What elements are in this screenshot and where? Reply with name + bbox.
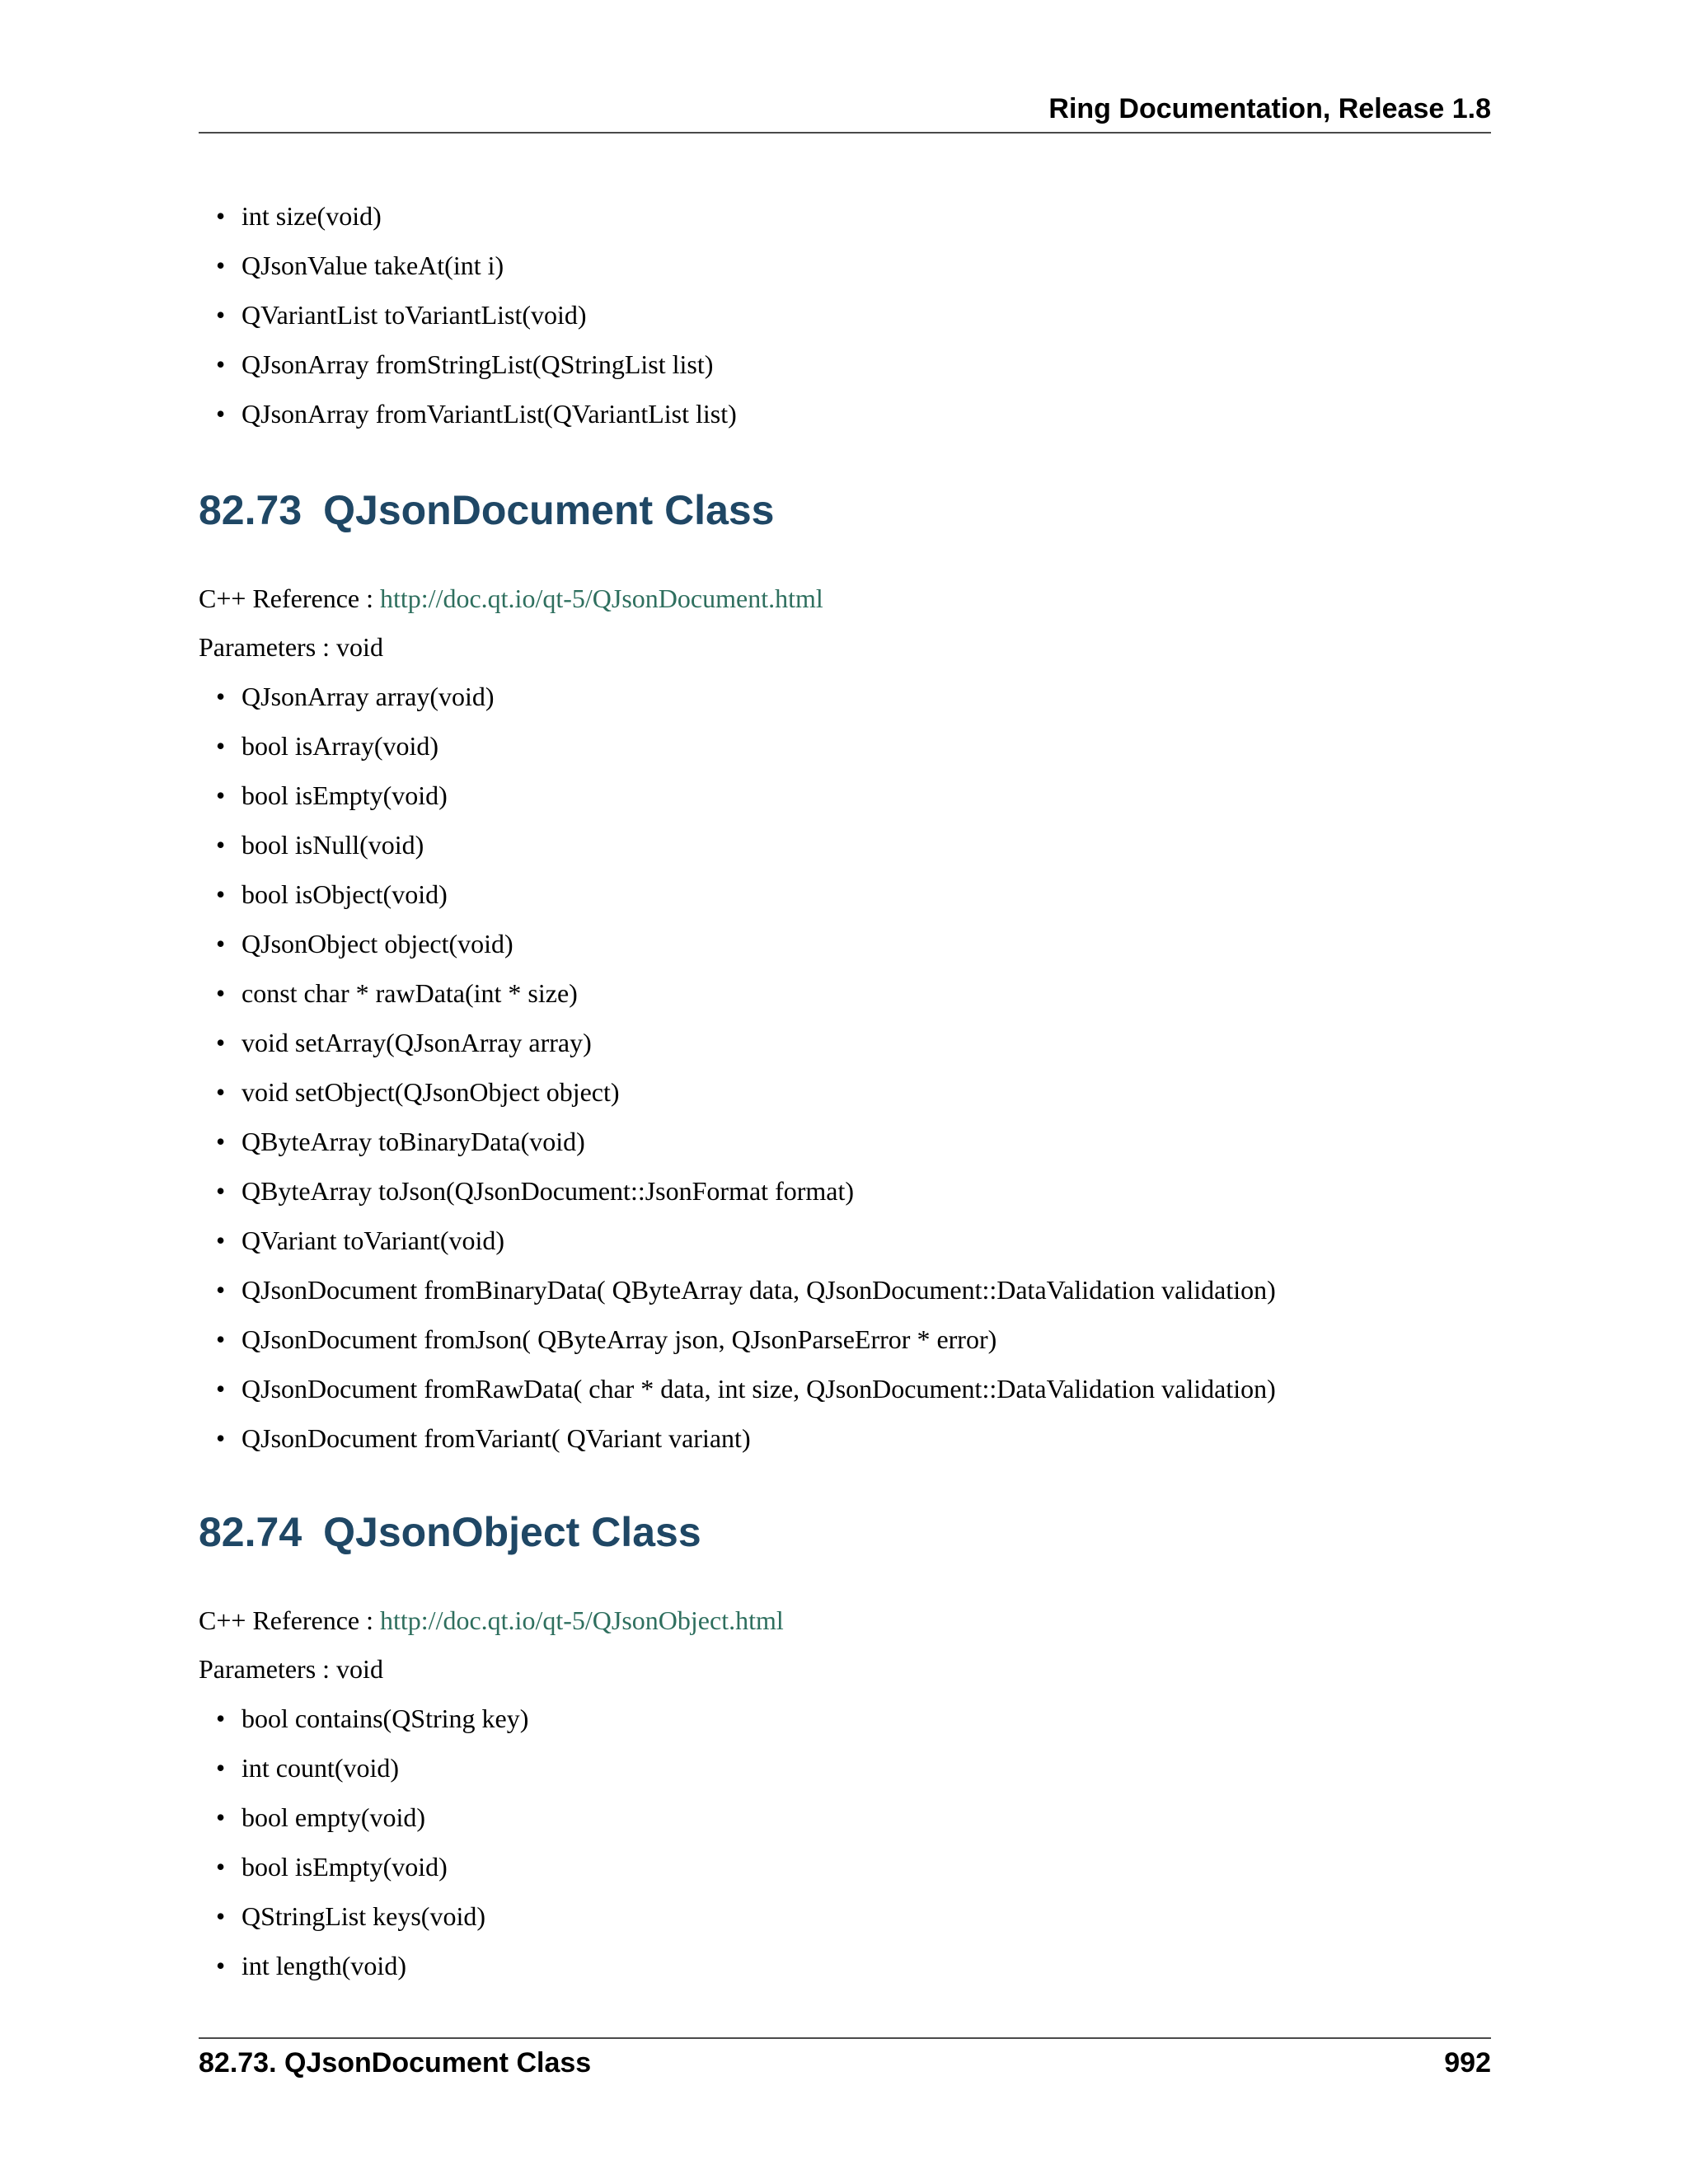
method-signature: QVariant toVariant(void) — [241, 1226, 505, 1255]
method-signature: bool isArray(void) — [241, 731, 439, 761]
section-title: QJsonObject Class — [323, 1509, 701, 1555]
section-heading-qjsondocument — [199, 486, 775, 534]
page-footer — [199, 2037, 1491, 2088]
method-list-qjsonobject — [216, 1694, 529, 1990]
method-item — [216, 1743, 528, 1793]
method-signature: QJsonValue takeAt(int i) — [241, 251, 504, 280]
cpp-reference-line — [199, 582, 823, 615]
method-signature: QVariantList toVariantList(void) — [241, 300, 587, 330]
method-item — [216, 672, 1276, 721]
method-signature: QJsonDocument fromVariant( QVariant variant) — [241, 1423, 751, 1453]
method-item — [216, 1364, 1276, 1413]
reference-label: C++ Reference : — [199, 583, 380, 613]
parameters-line: Parameters : void — [199, 632, 383, 662]
method-signature: bool contains(QString key) — [241, 1704, 529, 1733]
section-title: QJsonDocument Class — [323, 487, 775, 533]
method-item — [216, 1793, 528, 1842]
section-number: 82.73 — [199, 487, 302, 533]
method-item — [216, 1216, 1276, 1265]
page-number: 992 — [1444, 2047, 1491, 2079]
section-heading-qjsonobject — [199, 1508, 701, 1556]
method-signature: void setObject(QJsonObject object) — [241, 1077, 620, 1107]
bullet-icon: • — [216, 1324, 226, 1354]
method-item — [216, 1117, 1276, 1166]
method-signature: bool empty(void) — [241, 1802, 426, 1832]
method-signature: QJsonDocument fromJson( QByteArray json, QJsonParseError * error) — [241, 1324, 997, 1354]
method-item — [216, 340, 737, 389]
bullet-icon: • — [216, 731, 226, 761]
bullet-icon: • — [216, 300, 226, 330]
method-item — [216, 1166, 1276, 1216]
bullet-icon: • — [216, 349, 226, 379]
method-item — [216, 820, 1276, 869]
bullet-icon: • — [216, 399, 226, 429]
method-signature: const char * rawData(int * size) — [241, 978, 578, 1008]
bullet-icon: • — [216, 1176, 226, 1206]
bullet-icon: • — [216, 1704, 226, 1733]
bullet-icon: • — [216, 201, 226, 231]
method-item — [216, 389, 737, 438]
method-item — [216, 1694, 529, 1743]
method-list-continued — [216, 191, 737, 438]
bullet-icon: • — [216, 1028, 226, 1057]
method-item — [216, 1067, 1276, 1117]
method-item — [216, 771, 1276, 820]
bullet-icon: • — [216, 682, 226, 711]
bullet-icon: • — [216, 1226, 226, 1255]
bullet-icon: • — [216, 780, 226, 810]
bullet-icon: • — [216, 1275, 226, 1305]
bullet-icon: • — [216, 1802, 226, 1832]
method-item — [216, 1315, 1276, 1364]
footer-section-title: 82.73. QJsonDocument Class — [199, 2047, 592, 2079]
page-header — [199, 89, 1491, 134]
method-signature: QJsonArray fromVariantList(QVariantList list) — [241, 399, 737, 429]
method-item — [216, 869, 1276, 919]
method-signature: void setArray(QJsonArray array) — [241, 1028, 592, 1057]
bullet-icon: • — [216, 1901, 226, 1931]
bullet-icon: • — [216, 879, 226, 909]
bullet-icon: • — [216, 1127, 226, 1156]
method-item — [216, 241, 737, 290]
method-signature: QJsonDocument fromBinaryData( QByteArray data, QJsonDocument::DataValidation validation) — [241, 1275, 1276, 1305]
method-signature: QStringList keys(void) — [241, 1901, 485, 1931]
reference-link[interactable]: http://doc.qt.io/qt-5/QJsonDocument.html — [380, 583, 823, 613]
method-signature: QJsonArray fromStringList(QStringList list) — [241, 349, 714, 379]
method-signature: QByteArray toJson(QJsonDocument::JsonFormat format) — [241, 1176, 855, 1206]
bullet-icon: • — [216, 830, 226, 860]
method-item — [216, 1265, 1276, 1315]
method-signature: int length(void) — [241, 1951, 406, 1980]
cpp-reference-line — [199, 1604, 784, 1637]
method-item — [216, 1413, 1276, 1463]
method-signature: QJsonDocument fromRawData( char * data, int size, QJsonDocument::DataValidation validation) — [241, 1374, 1276, 1404]
method-signature: bool isNull(void) — [241, 830, 424, 860]
section-number: 82.74 — [199, 1509, 302, 1555]
method-item — [216, 191, 737, 241]
parameters-line: Parameters : void — [199, 1654, 383, 1684]
method-signature: QByteArray toBinaryData(void) — [241, 1127, 585, 1156]
method-signature: int size(void) — [241, 201, 382, 231]
bullet-icon: • — [216, 1374, 226, 1404]
method-item — [216, 1842, 528, 1891]
method-item — [216, 968, 1276, 1018]
bullet-icon: • — [216, 929, 226, 958]
bullet-icon: • — [216, 978, 226, 1008]
bullet-icon: • — [216, 1077, 226, 1107]
bullet-icon: • — [216, 1423, 226, 1453]
method-item — [216, 1891, 528, 1941]
bullet-icon: • — [216, 1951, 226, 1980]
method-signature: QJsonArray array(void) — [241, 682, 495, 711]
method-signature: bool isEmpty(void) — [241, 1852, 448, 1882]
method-item — [216, 721, 1276, 771]
bullet-icon: • — [216, 251, 226, 280]
method-signature: bool isObject(void) — [241, 879, 448, 909]
method-item — [216, 1941, 528, 1990]
method-signature: QJsonObject object(void) — [241, 929, 513, 958]
method-list-qjsondocument — [216, 672, 1276, 1463]
method-signature: bool isEmpty(void) — [241, 780, 448, 810]
method-item — [216, 290, 737, 340]
method-item — [216, 919, 1276, 968]
reference-label: C++ Reference : — [199, 1605, 380, 1635]
method-item — [216, 1018, 1276, 1067]
bullet-icon: • — [216, 1753, 226, 1783]
method-signature: int count(void) — [241, 1753, 400, 1783]
reference-link[interactable]: http://doc.qt.io/qt-5/QJsonObject.html — [380, 1605, 784, 1635]
document-title: Ring Documentation, Release 1.8 — [1048, 93, 1491, 124]
bullet-icon: • — [216, 1852, 226, 1882]
